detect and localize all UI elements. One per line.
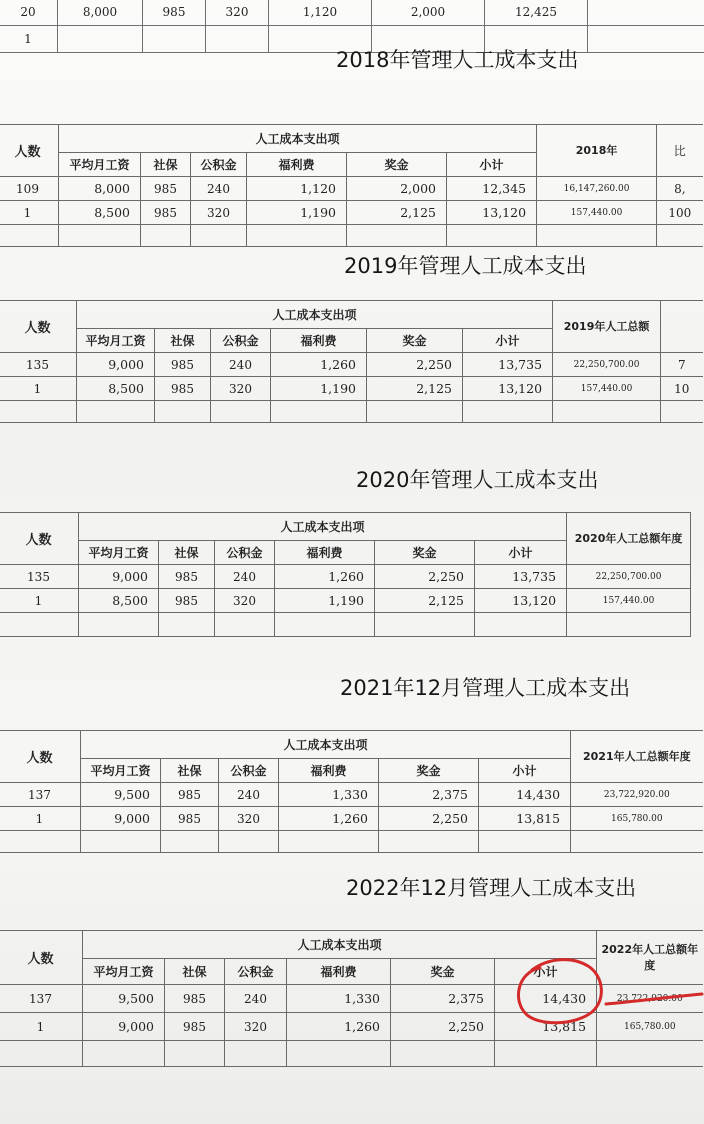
underlined-total: 23,722,920.00 [597,985,703,1013]
table-row [0,1041,703,1067]
table-header-row: 人数 人工成本支出项 2018年 比 [0,125,703,153]
table-row: 1 8,500 985 320 1,190 2,125 13,120 157,440.00 [0,589,691,613]
section-title-2018: 2018年管理人工成本支出 [336,48,579,72]
section-title-2019: 2019年管理人工成本支出 [344,254,587,278]
table-row: 1 8,500 985 320 1,190 2,125 13,120 157,440.00 10 [0,377,703,401]
highlighted-subtotal: 14,430 [495,985,597,1013]
table-header-row: 人数 人工成本支出项 2021年人工总额年度 [0,731,703,759]
table-row [0,831,703,853]
table-row [0,225,703,247]
table-row: 1 9,000 985 320 1,260 2,250 13,815 165,780.00 [0,807,703,831]
table-row: 1 8,500 985 320 1,190 2,125 13,120 157,440.00 100 [0,201,703,225]
table-header-row: 平均月工资 社保 公积金 福利费 奖金 小计 [0,959,703,985]
table-row [0,613,691,637]
table-row: 1 9,000 985 320 1,260 2,250 13,815 165,780.00 [0,1013,703,1041]
section-title-2021: 2021年12月管理人工成本支出 [340,676,631,700]
cost-table-2022 [0,930,703,1067]
table-header-row: 平均月工资 社保 公积金 福利费 奖金 小计 [0,541,691,565]
table-row: 1 [0,26,704,53]
cost-table-2019 [0,300,703,423]
table-header-row: 人数 人工成本支出项 2022年人工总额年度 [0,931,703,959]
cost-table-2021 [0,730,703,853]
table-header-row: 平均月工资 社保 公积金 福利费 奖金 小计 [0,329,703,353]
table-row [0,401,703,423]
table-row: 137 9,500 985 240 1,330 2,375 14,430 23,722,920.00 [0,783,703,807]
cost-table-2020 [0,512,691,637]
table-row: 135 9,000 985 240 1,260 2,250 13,735 22,250,700.00 [0,565,691,589]
table-row: 135 9,000 985 240 1,260 2,250 13,735 22,250,700.00 7 [0,353,703,377]
table-row: 137 9,500 985 240 1,330 2,375 14,430 23,722,920.00 [0,985,703,1013]
table-header-row: 人数 人工成本支出项 2020年人工总额年度 [0,513,691,541]
section-title-2020: 2020年管理人工成本支出 [356,468,599,492]
table-header-row: 平均月工资 社保 公积金 福利费 奖金 小计 [0,759,703,783]
cost-table-2018 [0,124,703,247]
table-row: 109 8,000 985 240 1,120 2,000 12,345 16,147,260.00 8, [0,177,703,201]
table-row: 20 8,000 985 320 1,120 2,000 12,425 [0,0,704,26]
table-header-row: 平均月工资 社保 公积金 福利费 奖金 小计 [0,153,703,177]
section-title-2022: 2022年12月管理人工成本支出 [346,876,637,900]
table-header-row: 人数 人工成本支出项 2019年人工总额 [0,301,703,329]
